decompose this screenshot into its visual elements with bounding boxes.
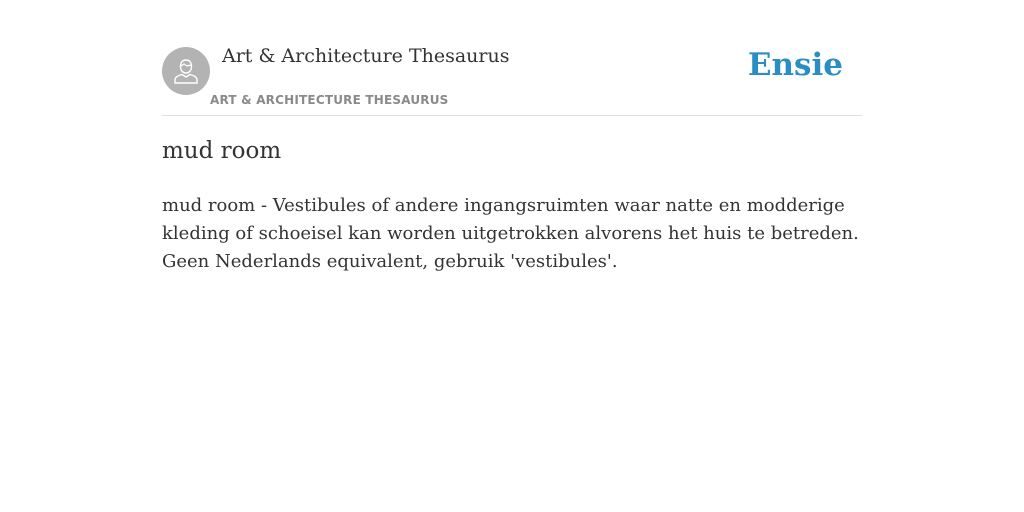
source-title[interactable]: Art & Architecture Thesaurus [222,45,510,67]
ensie-logo[interactable]: Ensie [747,47,843,83]
entry-title: mud room [162,138,282,164]
avatar[interactable] [162,47,210,95]
source-header [162,0,862,116]
source-subtitle: ART & ARCHITECTURE THESAURUS [210,93,449,107]
entry-definition: mud room - Vestibules of andere ingangsruimten waar natte en modderige kleding of schoeisel kan worden uitgetrokken alvorens het huis te betreden. Geen Nederlands equivalent, gebruik 'vestibules'. [162,195,859,272]
user-icon [172,57,200,85]
